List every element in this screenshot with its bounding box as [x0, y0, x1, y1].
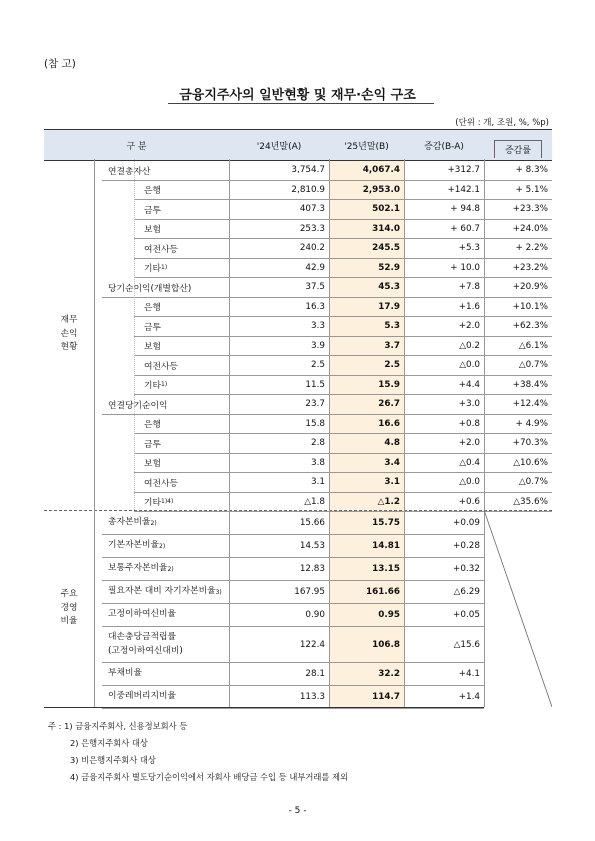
row-label-text: 금투 — [144, 322, 161, 333]
empty-cell-diagonal — [484, 510, 552, 707]
cell-c: +5.3 — [404, 239, 484, 259]
col-a-divider — [229, 159, 230, 707]
label-divider — [94, 159, 95, 707]
cell-b: 45.3 — [329, 278, 404, 298]
cell-c: +312.7 — [404, 161, 484, 181]
row-label — [134, 317, 229, 337]
table-row — [44, 558, 552, 581]
row-label-text: 여전사등 — [144, 478, 178, 489]
cell-b: 16.6 — [329, 415, 404, 435]
cell-b: 32.2 — [329, 663, 404, 686]
cell-r: △10.6% — [484, 454, 552, 474]
cell-r: + 5.1% — [484, 181, 552, 201]
row-label-text: 부채비율 — [108, 668, 142, 679]
row-label — [102, 512, 229, 535]
row-label-footnote: 1)4) — [161, 498, 174, 506]
footnote-2: 2) 은행지주회사 대상 — [70, 738, 148, 748]
table-row — [44, 356, 552, 376]
cell-c: +4.1 — [404, 663, 484, 686]
footnotes — [48, 718, 348, 786]
cell-c: +0.09 — [404, 512, 484, 535]
row-label-footnote: 2) — [150, 519, 157, 527]
table-row — [44, 337, 552, 357]
cell-a: 3.1 — [229, 473, 329, 493]
row-label — [102, 581, 229, 604]
header-col-b: '25년말(B) — [344, 141, 389, 152]
cell-b: 245.5 — [329, 239, 404, 259]
table-row — [44, 434, 552, 454]
cell-b: 2.5 — [329, 356, 404, 376]
cell-a: 167.95 — [229, 581, 329, 604]
row-label — [134, 356, 229, 376]
cell-r: +62.3% — [484, 317, 552, 337]
reference-label: (참 고) — [44, 58, 76, 70]
row-label — [134, 434, 229, 454]
table-bottom-border — [44, 707, 484, 708]
row-label — [134, 200, 229, 220]
cell-b: 17.9 — [329, 298, 404, 318]
table-row — [44, 512, 552, 535]
sub-indent-divider — [134, 159, 135, 510]
page-title: 금융지주사의 일반현황 및 재무·손익 구조 — [179, 88, 416, 103]
table-row — [44, 181, 552, 201]
cell-b: 14.81 — [329, 535, 404, 558]
header-change: 증감(B-A) — [424, 141, 464, 152]
table-row — [44, 535, 552, 558]
cell-b: 114.7 — [329, 686, 404, 709]
cell-b: 502.1 — [329, 200, 404, 220]
financial-table — [44, 129, 552, 709]
cell-c: +4.4 — [404, 376, 484, 396]
cell-a: 407.3 — [229, 200, 329, 220]
cell-r: +10.1% — [484, 298, 552, 318]
row-label — [102, 604, 229, 627]
row-label-text: 필요자본 대비 자기자본비율 — [108, 586, 216, 597]
cell-r: △0.7% — [484, 356, 552, 376]
header-rate-label: 증감률 — [494, 140, 542, 158]
row-label — [134, 473, 229, 493]
cell-c: +0.32 — [404, 558, 484, 581]
cell-a: 12.83 — [229, 558, 329, 581]
cell-c: +1.4 — [404, 686, 484, 709]
row-label — [134, 454, 229, 474]
cell-r: + 2.2% — [484, 239, 552, 259]
row-label-text: 기타 — [144, 381, 161, 392]
cell-b: 15.75 — [329, 512, 404, 535]
cell-a: 11.5 — [229, 376, 329, 396]
cell-r: + 4.9% — [484, 415, 552, 435]
cell-a: 2.8 — [229, 434, 329, 454]
group-separator — [44, 510, 552, 511]
table-row — [44, 376, 552, 396]
cell-r: △6.1% — [484, 337, 552, 357]
table-row — [44, 298, 552, 318]
table-row — [44, 454, 552, 474]
row-label — [134, 337, 229, 357]
row-label-text: 여전사등 — [144, 361, 178, 372]
cell-a: 16.3 — [229, 298, 329, 318]
footnote-3: 3) 비은행지주회사 대상 — [70, 755, 156, 765]
row-label — [134, 415, 229, 435]
footnote-1: 주 : 1) 금융지주회사, 신용정보회사 등 — [48, 721, 188, 731]
table-row — [44, 415, 552, 435]
row-label — [102, 627, 229, 663]
row-label-text: 보험 — [144, 459, 161, 470]
row-label-text: 보험 — [144, 342, 161, 353]
cell-a: 253.3 — [229, 220, 329, 240]
table-row — [44, 278, 552, 298]
row-label-text: 금투 — [144, 205, 161, 216]
cell-b: 0.95 — [329, 604, 404, 627]
row-label-text: 은행 — [144, 303, 161, 314]
cell-a: 37.5 — [229, 278, 329, 298]
cell-a: 3.9 — [229, 337, 329, 357]
cell-r: +70.3% — [484, 434, 552, 454]
cell-c: △0.4 — [404, 454, 484, 474]
cell-b: 3.7 — [329, 337, 404, 357]
row-label — [102, 663, 229, 686]
page-number: - 5 - — [288, 806, 307, 816]
row-label-text: 기타 — [144, 498, 161, 509]
table-row — [44, 686, 552, 709]
row-label-text: 이중레버리지비율 — [108, 691, 176, 702]
row-label — [102, 686, 229, 709]
cell-a: 15.8 — [229, 415, 329, 435]
row-label-text: 금투 — [144, 439, 161, 450]
row-label — [134, 298, 229, 318]
row-label — [102, 395, 229, 415]
row-label-text: 여전사등 — [144, 244, 178, 255]
row-label-footnote: 2) — [159, 542, 166, 550]
unit-label: (단위 : 개, 조원, %, %p) — [455, 118, 549, 128]
cell-a: △1.8 — [229, 493, 329, 513]
table-row — [44, 395, 552, 415]
row-label-text: 기본자본비율 — [108, 540, 159, 551]
cell-c: +0.28 — [404, 535, 484, 558]
cell-c: + 94.8 — [404, 200, 484, 220]
cell-b: 161.66 — [329, 581, 404, 604]
row-label — [102, 161, 229, 181]
table-row — [44, 220, 552, 240]
cell-a: 3,754.7 — [229, 161, 329, 181]
row-label-text: 당기순이익(개별합산) — [108, 283, 192, 294]
cell-b: 314.0 — [329, 220, 404, 240]
cell-b: 13.15 — [329, 558, 404, 581]
cell-c: △0.2 — [404, 337, 484, 357]
row-label-text: 대손충당금적립률 (고정이하여신대비) — [108, 632, 183, 656]
table-row — [44, 473, 552, 493]
cell-b: 2,953.0 — [329, 181, 404, 201]
row-label — [102, 558, 229, 581]
table-header — [44, 129, 552, 161]
cell-c: △0.0 — [404, 473, 484, 493]
cell-c: +2.0 — [404, 434, 484, 454]
cell-b: 3.1 — [329, 473, 404, 493]
header-col-a: '24년말(A) — [256, 141, 302, 152]
row-label — [134, 376, 229, 396]
cell-r: +23.3% — [484, 200, 552, 220]
cell-a: 122.4 — [229, 627, 329, 663]
row-label-text: 보험 — [144, 225, 161, 236]
row-label — [134, 181, 229, 201]
cell-c: +2.0 — [404, 317, 484, 337]
header-rate — [484, 130, 552, 160]
cell-a: 14.53 — [229, 535, 329, 558]
cell-r: △35.6% — [484, 493, 552, 513]
cell-b: 26.7 — [329, 395, 404, 415]
cell-r: +23.2% — [484, 259, 552, 279]
row-label — [134, 220, 229, 240]
cell-b: 15.9 — [329, 376, 404, 396]
col-c-divider — [404, 159, 405, 707]
table-row — [44, 239, 552, 259]
cell-a: 2.5 — [229, 356, 329, 376]
group-label-ratios: 주요 경영 비율 — [60, 589, 78, 627]
cell-a: 113.3 — [229, 686, 329, 709]
cell-c: +0.6 — [404, 493, 484, 513]
row-label — [102, 535, 229, 558]
table-row — [44, 317, 552, 337]
cell-r: +20.9% — [484, 278, 552, 298]
cell-c: + 60.7 — [404, 220, 484, 240]
cell-c: +0.05 — [404, 604, 484, 627]
row-label — [134, 239, 229, 259]
row-label — [134, 259, 229, 279]
cell-r: +12.4% — [484, 395, 552, 415]
row-label-text: 보통주자본비율 — [108, 563, 168, 574]
footnote-4: 4) 금융지주회사 별도당기순이익에서 자회사 배당금 수입 등 내부거래를 제외 — [70, 772, 349, 782]
row-label-text: 연결당기순이익 — [108, 400, 168, 411]
row-label — [102, 278, 229, 298]
cell-r: +24.0% — [484, 220, 552, 240]
title-underline — [168, 103, 434, 104]
group-label-financial: 재무 손익 현황 — [60, 315, 78, 353]
cell-b: 106.8 — [329, 627, 404, 663]
row-label-footnote: 1) — [161, 264, 168, 272]
cell-a: 0.90 — [229, 604, 329, 627]
col-b-divider — [329, 159, 330, 707]
cell-c: +142.1 — [404, 181, 484, 201]
row-label-text: 은행 — [144, 420, 161, 431]
cell-r: + 8.3% — [484, 161, 552, 181]
row-label-footnote: 3) — [215, 588, 222, 596]
cell-b: 5.3 — [329, 317, 404, 337]
table-row — [44, 581, 552, 604]
cell-c: △0.0 — [404, 356, 484, 376]
row-label-text: 연결총자산 — [108, 166, 151, 177]
cell-r: +38.4% — [484, 376, 552, 396]
cell-c: △15.6 — [404, 627, 484, 663]
cell-c: +1.6 — [404, 298, 484, 318]
cell-c: +7.8 — [404, 278, 484, 298]
table-row — [44, 161, 552, 181]
cell-a: 2,810.9 — [229, 181, 329, 201]
header-category: 구 분 — [126, 141, 147, 152]
row-label-text: 총자본비율 — [108, 517, 151, 528]
row-label-footnote: 1) — [161, 381, 168, 389]
table-row — [44, 604, 552, 627]
cell-b: 3.4 — [329, 454, 404, 474]
cell-a: 240.2 — [229, 239, 329, 259]
cell-a: 28.1 — [229, 663, 329, 686]
cell-b: △1.2 — [329, 493, 404, 513]
cell-b: 4.8 — [329, 434, 404, 454]
cell-c: +0.8 — [404, 415, 484, 435]
table-row — [44, 627, 552, 663]
cell-c: △6.29 — [404, 581, 484, 604]
row-label-text: 은행 — [144, 186, 161, 197]
row-label-text: 고정이하여신비율 — [108, 609, 176, 620]
cell-r: △0.7% — [484, 473, 552, 493]
cell-b: 4,067.4 — [329, 161, 404, 181]
table-body — [44, 161, 552, 709]
table-row — [44, 663, 552, 686]
cell-b: 52.9 — [329, 259, 404, 279]
cell-c: +3.0 — [404, 395, 484, 415]
cell-a: 15.66 — [229, 512, 329, 535]
table-row — [44, 200, 552, 220]
table-row — [44, 259, 552, 279]
diagonal-line — [484, 510, 552, 707]
cell-a: 23.7 — [229, 395, 329, 415]
cell-a: 3.3 — [229, 317, 329, 337]
row-label-footnote: 2) — [167, 565, 174, 573]
cell-a: 3.8 — [229, 454, 329, 474]
cell-a: 42.9 — [229, 259, 329, 279]
cell-c: + 10.0 — [404, 259, 484, 279]
row-label-text: 기타 — [144, 264, 161, 275]
